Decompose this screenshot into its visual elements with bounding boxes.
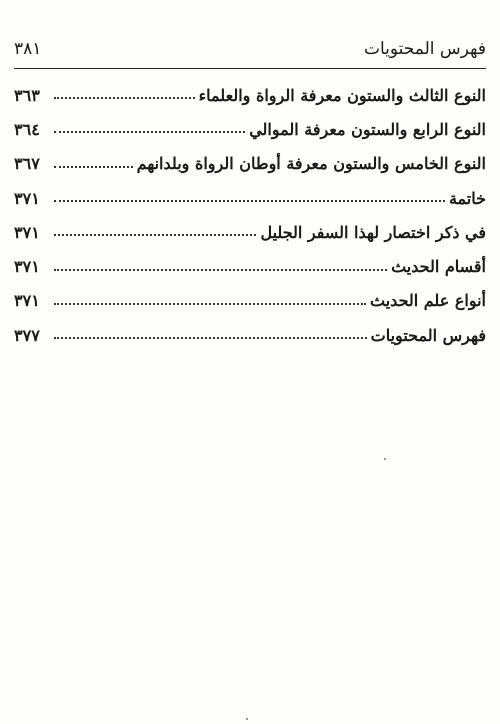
header-rule (14, 68, 486, 69)
dot-leader (54, 303, 366, 305)
page-number: ٣٨١ (14, 39, 42, 59)
dot-leader (54, 337, 367, 339)
toc-entry-title: النوع الرابع والستون معرفة الموالي (249, 119, 486, 139)
table-of-contents (14, 78, 486, 352)
toc-entry-title: في ذكر اختصار لهذا السفر الجليل (260, 222, 486, 242)
dot-leader (54, 234, 256, 236)
toc-entry-title: أنواع علم الحديث (370, 291, 486, 311)
dot-leader (54, 166, 133, 168)
page-header (14, 34, 486, 64)
dot-leader (54, 200, 445, 202)
running-title: فهرس المحتويات (363, 39, 486, 59)
toc-entry-title: فهرس المحتويات (370, 325, 486, 345)
toc-entry (14, 112, 486, 146)
toc-entry-page: ٣٧٧ (14, 325, 40, 345)
toc-entry-title: النوع الخامس والستون معرفة أوطان الرواة وبلدانهم (136, 154, 486, 174)
toc-entry (14, 249, 486, 283)
dot-leader (54, 97, 195, 99)
toc-entry-page: ٣٦٧ (14, 154, 40, 174)
toc-entry-title: أقسام الحديث (391, 257, 486, 277)
toc-entry-page: ٣٧١ (14, 222, 40, 242)
toc-entry-page: ٣٦٣ (14, 85, 40, 105)
toc-entry-page: ٣٧١ (14, 291, 40, 311)
toc-entry (14, 284, 486, 318)
toc-entry (14, 78, 486, 112)
toc-entry-page: ٣٧١ (14, 257, 40, 277)
dot-leader (54, 269, 387, 271)
toc-entry-page: ٣٧١ (14, 188, 40, 208)
speck (246, 718, 248, 720)
speck (384, 458, 386, 460)
toc-entry (14, 318, 486, 352)
toc-entry-page: ٣٦٤ (14, 119, 40, 139)
toc-entry-title: النوع الثالث والستون معرفة الرواة والعلماء (198, 85, 486, 105)
toc-entry-title: خاتمة (448, 188, 486, 208)
toc-entry (14, 147, 486, 181)
toc-entry (14, 181, 486, 215)
toc-entry (14, 215, 486, 249)
dot-leader (54, 131, 245, 133)
